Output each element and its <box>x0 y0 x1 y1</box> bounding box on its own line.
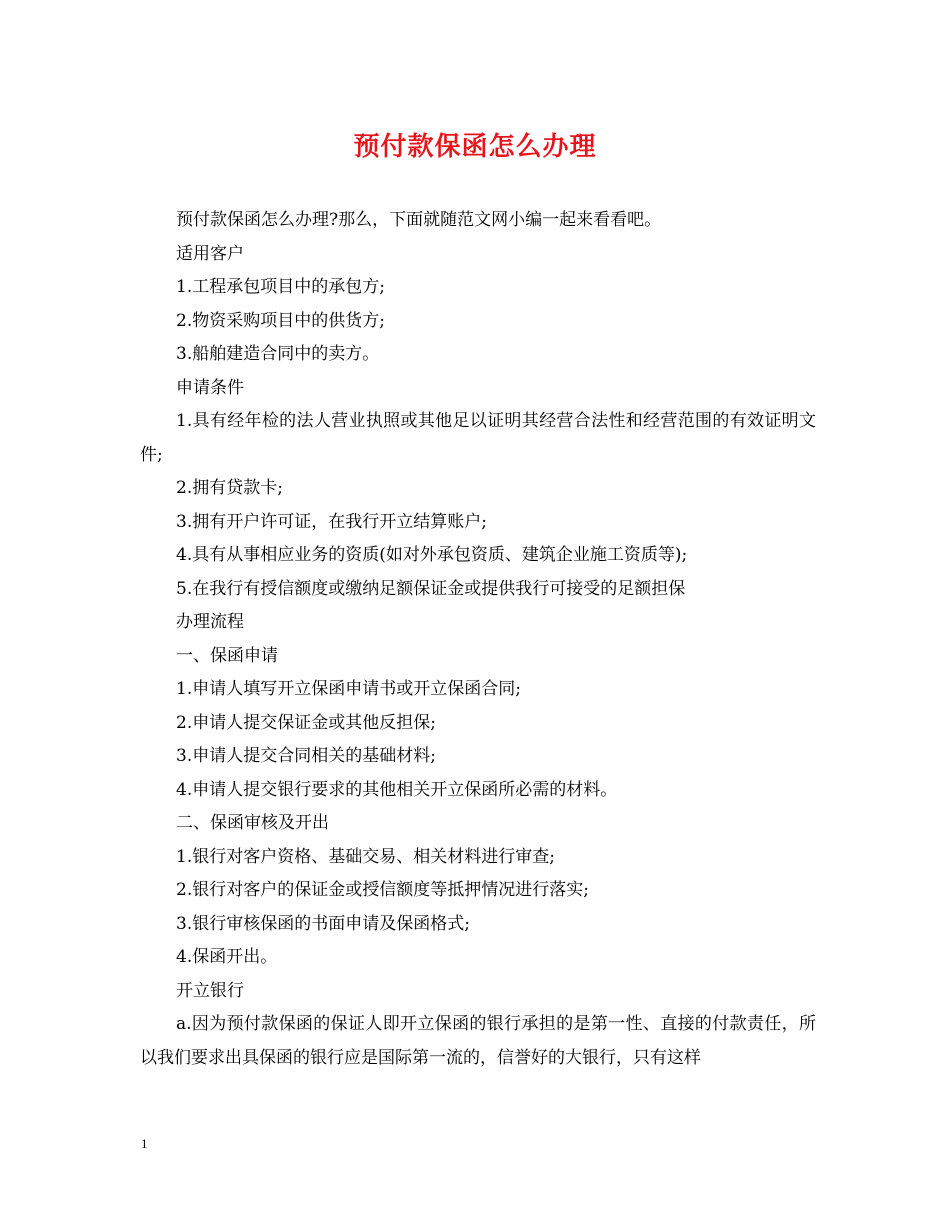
subheading-application: 一、保函申请 <box>176 645 278 666</box>
list-item: 1.银行对客户资格、基础交易、相关材料进行审查; <box>176 846 555 867</box>
list-item: 4.保函开出。 <box>176 947 278 967</box>
list-item: 3.拥有开户许可证，在我行开立结算账户; <box>176 511 487 532</box>
list-item: 1.具有经年检的法人营业执照或其他足以证明其经营合法性和经营范围的有效证明文件; <box>140 411 816 465</box>
paragraph-intro: 预付款保函怎么办理?那么，下面就随范文网小编一起来看看吧。 <box>176 210 662 230</box>
paragraph-issuing-bank: a.因为预付款保函的保证人即开立保函的银行承担的是第一性、直接的付款责任，所以我们要求出具保函的银行应是国际第一流的，信誉好的大银行，只有这样 <box>140 1014 816 1068</box>
heading-issuing-bank: 开立银行 <box>176 980 244 1001</box>
heading-applicable-clients: 适用客户 <box>176 243 244 264</box>
list-item: 2.拥有贷款卡; <box>176 478 283 498</box>
heading-process: 办理流程 <box>176 612 244 632</box>
list-item: 1.工程承包项目中的承包方; <box>176 277 385 297</box>
list-item: 4.具有从事相应业务的资质(如对外承包资质、建筑企业施工资质等); <box>176 545 688 565</box>
list-item: 5.在我行有授信额度或缴纳足额保证金或提供我行可接受的足额担保 <box>176 578 686 599</box>
document-title: 预付款保函怎么办理 <box>353 132 597 162</box>
subheading-review-issue: 二、保函审核及开出 <box>176 813 329 833</box>
list-item: 3.银行审核保函的书面申请及保函格式; <box>176 913 470 934</box>
page-number: 1 <box>141 1136 148 1151</box>
list-item: 2.申请人提交保证金或其他反担保; <box>176 712 436 733</box>
document-body <box>140 204 816 1075</box>
list-item: 2.物资采购项目中的供货方; <box>176 310 385 331</box>
list-item: 2.银行对客户的保证金或授信额度等抵押情况进行落实; <box>176 880 589 900</box>
list-item: 1.申请人填写开立保函申请书或开立保函合同; <box>176 679 521 699</box>
list-item: 3.船舶建造合同中的卖方。 <box>176 344 380 364</box>
list-item: 4.申请人提交银行要求的其他相关开立保函所必需的材料。 <box>176 779 618 800</box>
heading-application-conditions: 申请条件 <box>176 377 244 398</box>
list-item: 3.申请人提交合同相关的基础材料; <box>176 746 436 766</box>
